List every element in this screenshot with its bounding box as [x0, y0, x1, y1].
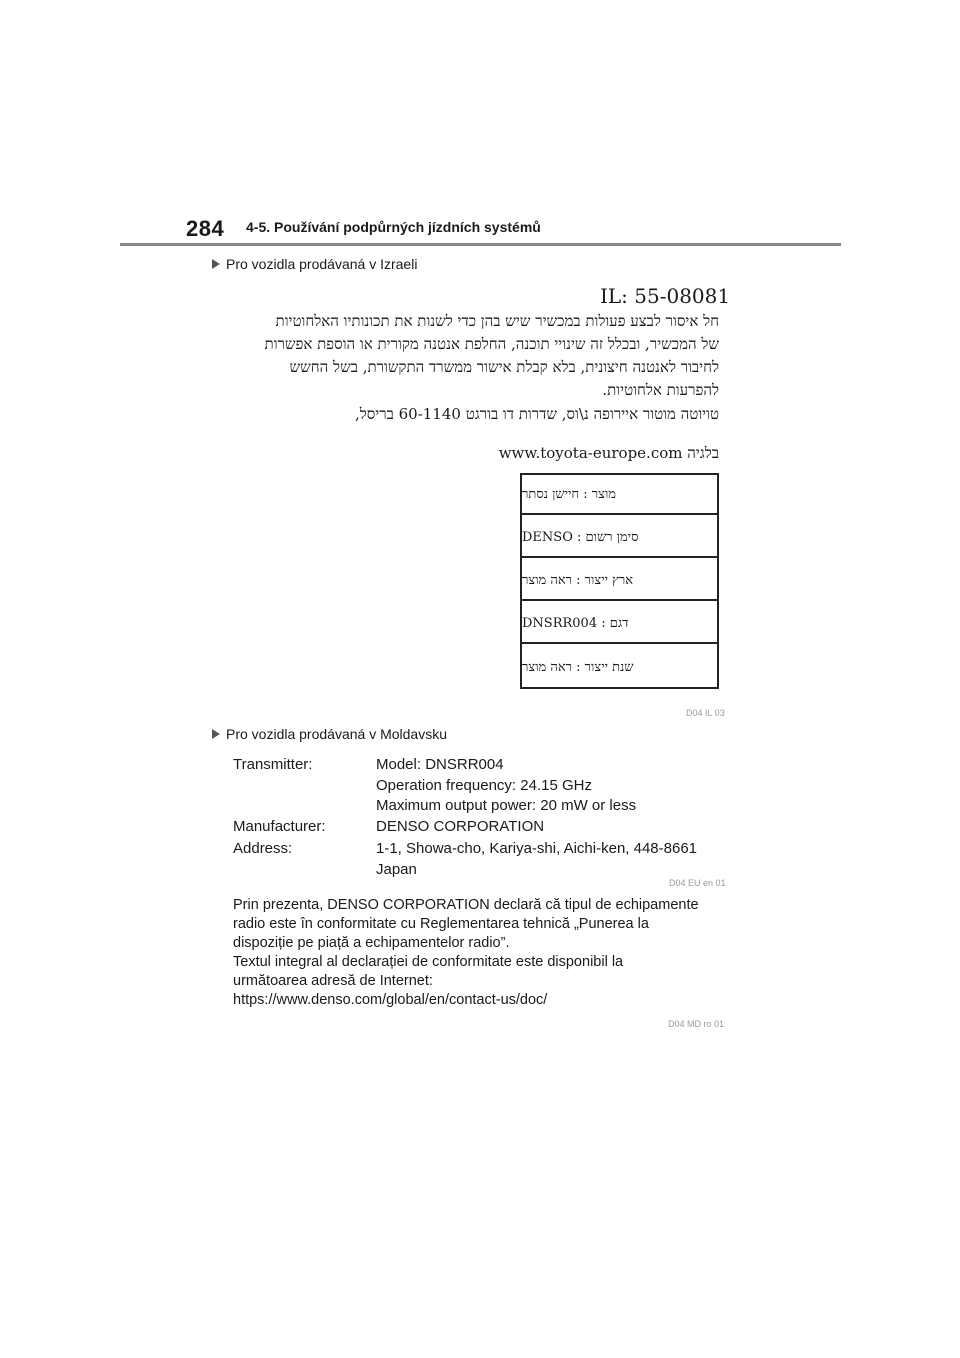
- specification-table: [520, 473, 719, 689]
- hebrew-notice-line: לחיבור לאנטנה חיצונית, בלא קבלת אישור ממשרד התקשורת, בשל החשש: [289, 358, 719, 376]
- spec-row-model: דגם : DNSRR004: [522, 604, 717, 644]
- page-number: 284: [186, 216, 225, 241]
- hebrew-notice: [219, 310, 719, 402]
- dealer-address: טויוטה מוטור איירופה נ\וס, שדרות דו בורגט 60-1140 בריסל,: [354, 405, 719, 423]
- spec-row-product: מוצר : חיישן נסתר: [522, 475, 717, 515]
- figure-code-il: D04 IL 03: [686, 708, 725, 718]
- triangle-bullet-icon: [212, 259, 220, 269]
- declaration-url[interactable]: https://www.denso.com/global/en/contact-us/doc/: [233, 992, 548, 1008]
- declaration-line: Textul integral al declarației de conformitate este disponibil la: [233, 954, 624, 970]
- transmitter-frequency: Operation frequency: 24.15 GHz: [376, 777, 592, 794]
- declaration-line: Prin prezenta, DENSO CORPORATION declară că tipul de echipamente: [233, 897, 699, 913]
- bullet-israel: [212, 256, 417, 272]
- spec-row-brand: סימן רשום : DENSO: [522, 518, 717, 558]
- approval-code: IL: 55-08081: [600, 284, 731, 308]
- address-line-2: Japan: [376, 861, 417, 878]
- transmitter-label: Transmitter:: [233, 756, 313, 773]
- address-line-1: 1-1, Showa-cho, Kariya-shi, Aichi-ken, 448-8661: [376, 840, 698, 857]
- hebrew-notice-line: להפרעות אלחוטיות.: [602, 381, 719, 399]
- hebrew-notice-line: חל איסור לבצע פעולות במכשיר שיש בהן כדי לשנות את תכונותיו האלחוטיות: [275, 312, 719, 330]
- figure-code-ro: D04 MD ro 01: [668, 1019, 725, 1029]
- section-title: 4-5. Používání podpůrných jízdních systémů: [246, 219, 541, 235]
- address-label: Address:: [233, 840, 293, 857]
- spec-row-country: ארץ ייצור : ראה מוצר: [522, 561, 717, 601]
- bullet-moldova: [212, 726, 447, 742]
- hebrew-notice-line: של המכשיר, ובכלל זה שינויי תוכנה, החלפת אנטנה מקורית או הוספת אפשרות: [264, 335, 719, 353]
- declaration-line: următoarea adresă de Internet:: [233, 973, 433, 989]
- bullet-israel-label: Pro vozidla prodávaná v Izraeli: [226, 256, 418, 272]
- triangle-bullet-icon: [212, 729, 220, 739]
- transmitter-model: Model: DNSRR004: [376, 756, 504, 773]
- manufacturer-value: DENSO CORPORATION: [376, 818, 545, 835]
- spec-row-year: שנת ייצור : ראה מוצר: [522, 660, 634, 675]
- transmitter-power: Maximum output power: 20 mW or less: [376, 797, 637, 814]
- declaration-line: radio este în conformitate cu Reglementarea tehnică „Punerea la: [233, 916, 649, 932]
- manufacturer-label: Manufacturer:: [233, 818, 326, 835]
- bullet-moldova-label: Pro vozidla prodávaná v Moldavsku: [226, 726, 448, 742]
- figure-code-en: D04 EU en 01: [669, 878, 726, 888]
- header-divider: [120, 243, 841, 246]
- dealer-website: בלגיה www.toyota-europe.com: [498, 444, 719, 462]
- romanian-declaration: [233, 896, 733, 1010]
- declaration-line: dispoziție pe piață a echipamentelor radio”.: [233, 935, 510, 951]
